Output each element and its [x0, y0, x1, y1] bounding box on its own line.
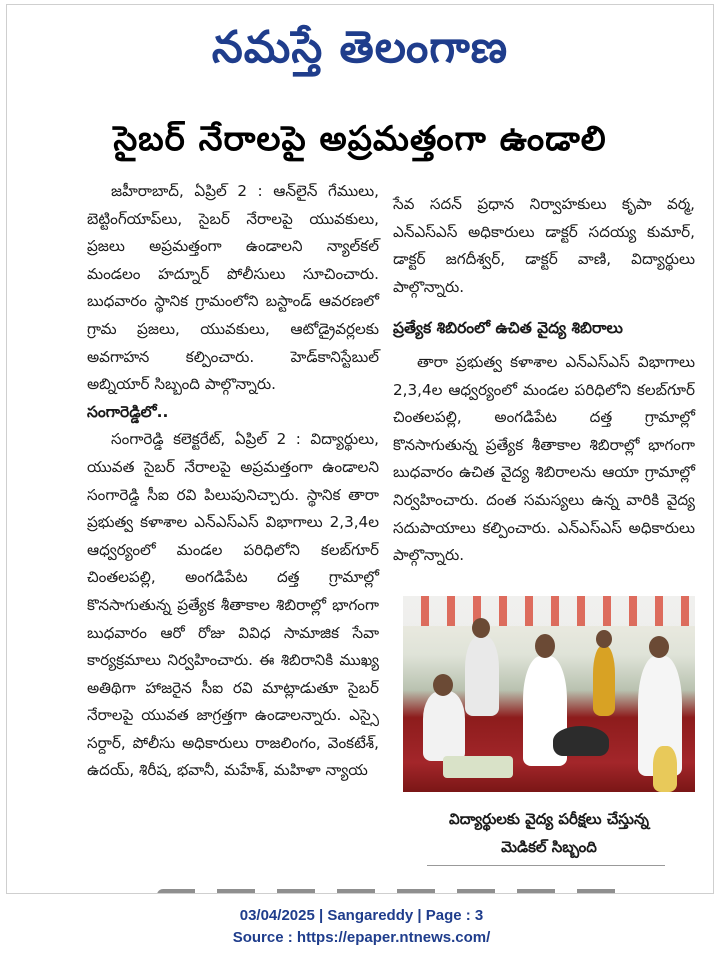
left-paragraph-1: జహీరాబాద్, ఏప్రిల్ 2 : ఆన్‌లైన్ గేములు, బెట్టింగ్‌యాప్‌లు, సైబర్ నేరాలపై యువకులు, ప్రజలు అప్రమత్తంగా ఉండాలని న్యాల్‌కల్ మండలం హద్నూర్ పోలీసులు సూచించారు. బుధవారం స్థానిక గ్రామంలోని బస్టాండ్ ఆవరణలో గ్రామ ప్రజలు, యువకులు, ఆటోడ్రైవర్లలకు అవగాహన కల్పించారు. హెడ్‌కానిస్టేబుల్ అబ్నియార్ సిబ్బంది పాల్గొన్నారు. [87, 182, 379, 394]
photo-table [443, 756, 513, 778]
photo-figure-head [596, 630, 612, 648]
photo-figure [465, 636, 499, 716]
footer [0, 905, 723, 949]
photo-figure-head [535, 634, 555, 658]
photo-figure [593, 646, 615, 716]
photo-figure [423, 691, 465, 761]
caption-rule [427, 865, 665, 866]
right-paragraph-1: సేవ సదన్ ప్రధాన నిర్వాహకులు కృపా వర్మ, ఎన్ఎస్ఎస్ అధికారులు డాక్టర్ సదయ్య కుమార్, డాక్టర్ జగదీశ్వర్, డాక్టర్ వాణి, విద్యార్థులు పాల్గొన్నారు. [393, 195, 695, 296]
footer-source: Source : https://epaper.ntnews.com/ [232, 929, 491, 946]
photo-caption-line-1: విద్యార్థులకు వైద్య పరీక్షలు చేస్తున్న [449, 810, 649, 828]
masthead-logo: నమస్తే తెలంగాణ [211, 22, 509, 73]
article-headline: సైబర్ నేరాలపై అప్రమత్తంగా ఉండాలి [113, 119, 607, 159]
newspaper-clipping [6, 4, 714, 894]
photo-figure-head [472, 618, 490, 638]
photo-figure [653, 746, 677, 792]
tent-canopy [403, 596, 695, 626]
photo-figure-head [649, 636, 669, 658]
right-subhead: ప్రత్యేక శిబిరంలో ఉచిత వైద్య శిబిరాలు [393, 319, 623, 338]
article-right-column [393, 191, 695, 570]
photo-caption [403, 805, 695, 861]
photo-caption-line-2: మెడికల్ సిబ్బంది [501, 838, 597, 856]
footer-date-page: 03/04/2025 | Sangareddy | Page : 3 [239, 907, 484, 924]
left-paragraph-2: సంగారెడ్డి కలెక్టరేట్, ఏప్రిల్ 2 : విద్యార్థులు, యువత సైబర్ నేరాలపై అప్రమత్తంగా ఉండాలని సంగారెడ్డి సీఐ రవి పిలుపునిచ్చారు. స్థానిక తారా ప్రభుత్వ కళాశాల ఎన్ఎస్ఎస్ విభాగాలు 2,3,4ల ఆధ్వర్యంలో మండల పరిధిలోని కలబ్‌గూర్ చింతలపల్లి, అంగడిపేట దత్త గ్రామాల్లో కొనసాగుతున్న ప్రత్యేక శీతాకాల శిబిరాల్లో భాగంగా బుధవారం ఆరో రోజు వివిధ సామాజిక సేవా కార్యక్రమాలు నిర్వహించారు. ఈ శిబిరానికి ముఖ్య అతిథిగా హాజరైన సీఐ రవి మాట్లాడుతూ సైబర్ నేరాలపై యువత జాగ్రత్తగా ఉండాలన్నారు. ఎస్సై సర్దార్, పోలీసు అధికారులు రాజలింగం, వెంకటేశ్, ఉదయ్, శిరీష, భవానీ, మహేశ్, మహిళా న్యాయ [87, 430, 379, 780]
cropped-text-line [157, 889, 627, 894]
medical-camp-photo [403, 596, 695, 792]
photo-figure-head [433, 674, 453, 696]
article-left-column [87, 178, 379, 785]
left-subhead: సంగారెడ్డిలో.. [87, 402, 169, 421]
right-paragraph-2: తారా ప్రభుత్వ కళాశాల ఎన్ఎస్ఎస్ విభాగాలు 2,3,4ల ఆధ్వర్యంలో మండల పరిధిలోని కలబ్‌గూర్ చింతలపల్లి, అంగడిపేట దత్త గ్రామాల్లో కొనసాగుతున్న ప్రత్యేక శీతాకాల శిబిరాల్లో భాగంగా బుధవారం ఉచిత వైద్య శిబిరాలను ఆయా గ్రామాల్లో నిర్వహించారు. దంత సమస్యలు ఉన్న వారికి వైద్య సదుపాయాలు కల్పించారు. ఎన్ఎస్ఎస్ అధికారులు పాల్గొన్నారు. [393, 352, 695, 565]
photo-figure [553, 726, 609, 756]
